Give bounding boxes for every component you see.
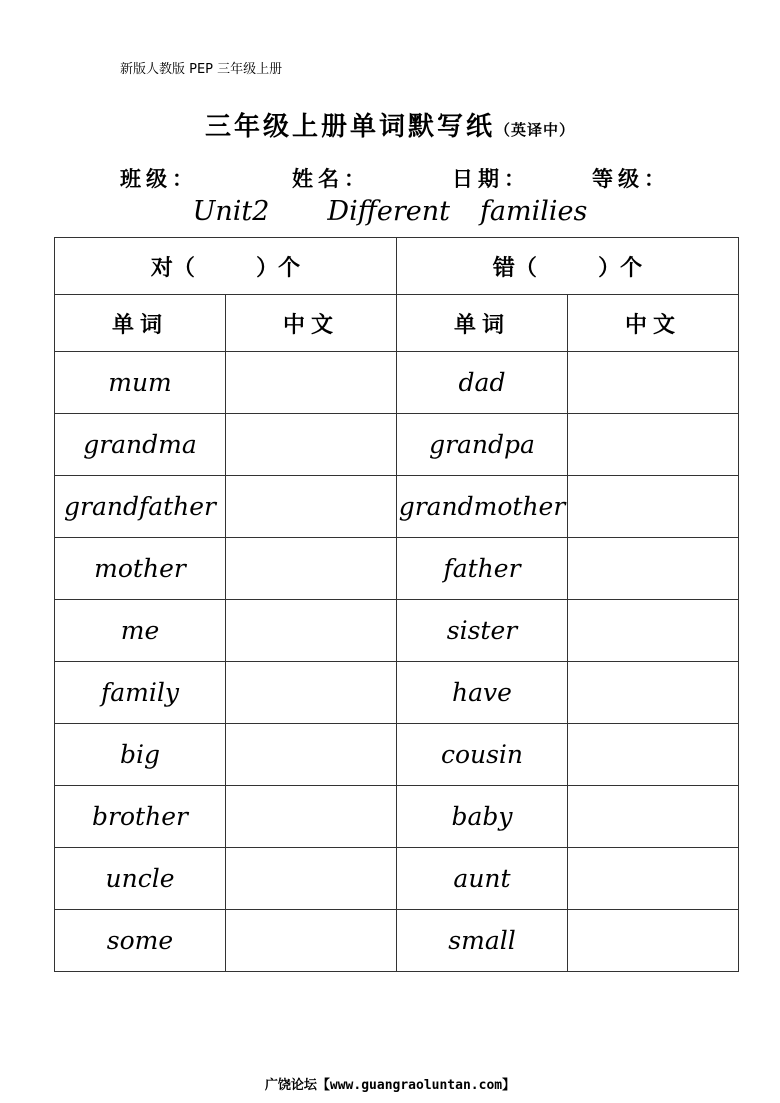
answer-cell[interactable] [226,848,397,910]
answer-cell[interactable] [226,786,397,848]
english-word: some [55,910,226,972]
unit-number: Unit2 [192,196,270,227]
grade-label: 等级： [592,167,670,191]
answer-cell[interactable] [568,662,739,724]
answer-cell[interactable] [226,724,397,786]
english-word: uncle [55,848,226,910]
table-row [55,786,739,848]
class-label: 班级： [120,167,198,191]
english-word: aunt [397,848,568,910]
word-table [54,237,739,972]
answer-cell[interactable] [568,352,739,414]
table-row [55,538,739,600]
english-word: mother [55,538,226,600]
page-title-main: 三年级上册单词默写纸 [204,112,495,142]
answer-cell[interactable] [226,476,397,538]
answer-cell[interactable] [226,910,397,972]
answer-cell[interactable] [568,786,739,848]
english-word: grandpa [397,414,568,476]
english-word: big [55,724,226,786]
unit-title [0,196,780,227]
unit-title-word1: Different [327,196,450,227]
english-word: father [397,538,568,600]
answer-cell[interactable] [226,352,397,414]
table-row [55,352,739,414]
footer [0,1074,780,1093]
english-word: family [55,662,226,724]
column-header-word: 单词 [55,295,226,352]
page-title-sub: （英译中） [495,121,576,139]
english-word: grandma [55,414,226,476]
answer-cell[interactable] [568,724,739,786]
english-word: brother [55,786,226,848]
column-header-row [55,295,739,352]
column-header-chinese: 中文 [226,295,397,352]
unit-title-word2: families [479,196,588,227]
page-title [0,106,780,143]
answer-cell[interactable] [226,662,397,724]
table-row [55,848,739,910]
english-word: dad [397,352,568,414]
answer-cell[interactable] [568,476,739,538]
column-header-chinese: 中文 [568,295,739,352]
english-word: sister [397,600,568,662]
info-row [0,163,780,193]
answer-cell[interactable] [568,848,739,910]
table-row [55,724,739,786]
english-word: baby [397,786,568,848]
answer-cell[interactable] [226,538,397,600]
english-word: mum [55,352,226,414]
table-row [55,414,739,476]
score-row [55,238,739,295]
table-row [55,662,739,724]
english-word: have [397,662,568,724]
answer-cell[interactable] [568,910,739,972]
english-word: me [55,600,226,662]
name-label: 姓名： [292,167,370,191]
table-row [55,600,739,662]
table-row [55,476,739,538]
wrong-count-cell[interactable]: 错（ ）个 [397,238,739,295]
english-word: cousin [397,724,568,786]
header-note: 新版人教版 PEP 三年级上册 [120,62,283,77]
english-word: grandfather [55,476,226,538]
correct-count-cell[interactable]: 对（ ）个 [55,238,397,295]
answer-cell[interactable] [568,538,739,600]
table-row [55,910,739,972]
answer-cell[interactable] [226,414,397,476]
date-label: 日期： [452,167,530,191]
answer-cell[interactable] [226,600,397,662]
column-header-word: 单词 [397,295,568,352]
answer-cell[interactable] [568,414,739,476]
english-word: grandmother [397,476,568,538]
footer-url[interactable]: 【www.guangraoluntan.com】 [316,1078,516,1093]
footer-site-name: 广饶论坛 [264,1078,317,1093]
english-word: small [397,910,568,972]
answer-cell[interactable] [568,600,739,662]
